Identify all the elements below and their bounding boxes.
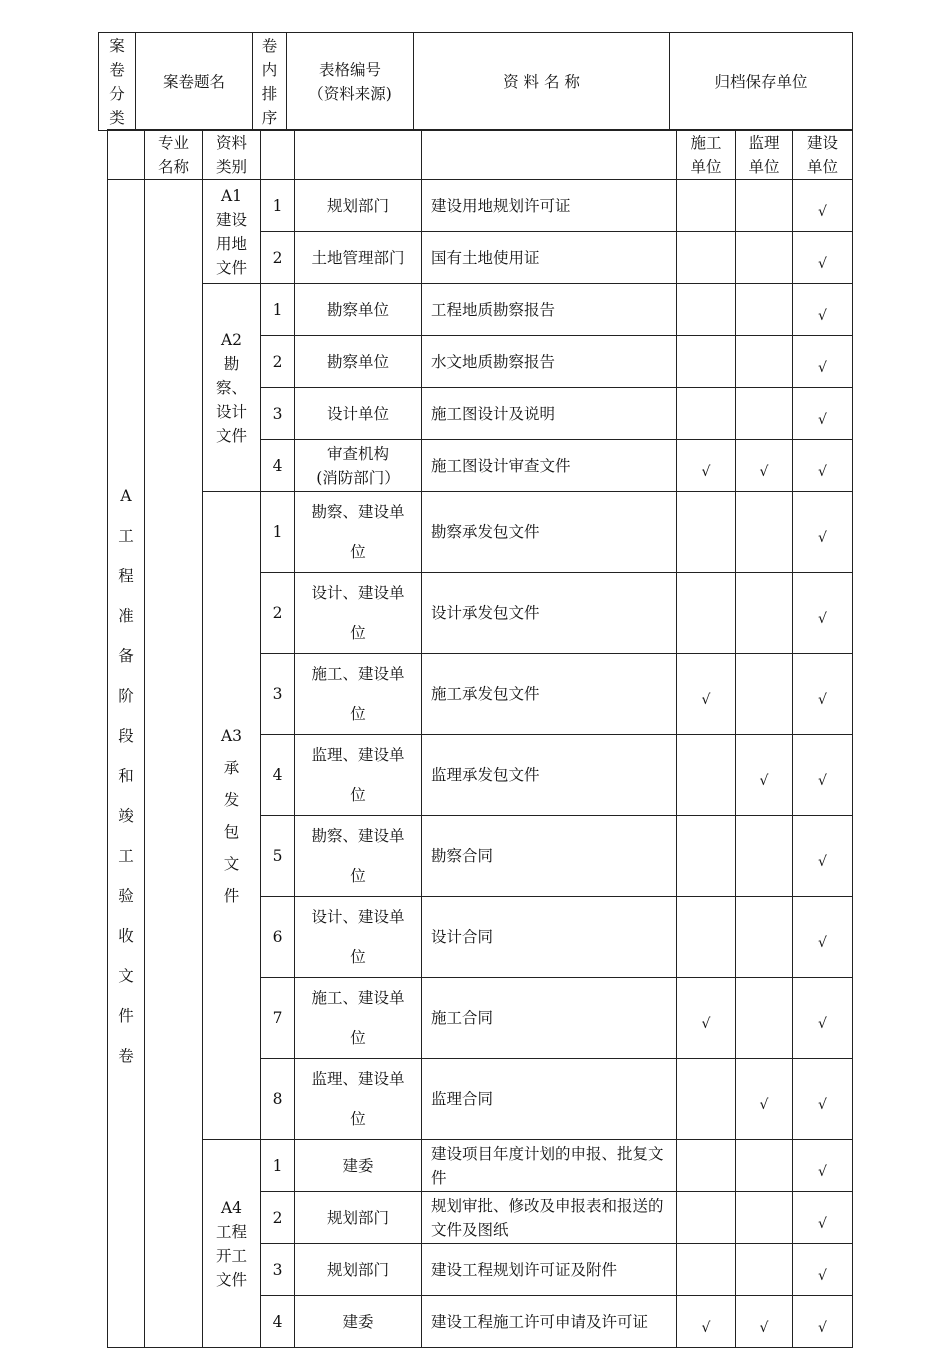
subheader-construction — [677, 130, 736, 180]
group-label-cell — [203, 492, 261, 1140]
group-label: A3 承 发 包 文 件 — [220, 727, 243, 905]
row-order-cell — [261, 1059, 295, 1140]
row-source: 勘察单位 — [326, 300, 389, 319]
row-doc-name: 设计承发包文件 — [431, 604, 540, 622]
check-mark: √ — [759, 1319, 769, 1336]
archive-check-cell — [677, 735, 736, 816]
archive-table — [107, 129, 853, 1348]
archive-check-cell — [677, 1059, 736, 1140]
row-order: 6 — [272, 928, 283, 946]
row-source-cell — [295, 1244, 422, 1296]
row-source-cell — [295, 1192, 422, 1244]
row-source: 监理、建设单 位 — [311, 746, 405, 804]
row-doc-name-cell — [422, 1059, 677, 1140]
row-source: 土地管理部门 — [311, 248, 405, 267]
archive-check-cell — [793, 897, 853, 978]
row-order: 4 — [272, 456, 283, 475]
archive-check-cell — [736, 573, 793, 654]
row-order: 8 — [272, 1090, 283, 1108]
archive-check-cell — [793, 978, 853, 1059]
check-mark: √ — [818, 411, 827, 428]
subheader-blank-form — [295, 130, 422, 180]
row-order-cell — [261, 388, 295, 440]
row-order-cell — [261, 1140, 295, 1192]
row-doc-name: 施工图设计审查文件 — [431, 456, 571, 475]
header-form-no-text: 表格编号 （资料来源) — [308, 60, 392, 103]
row-doc-name-cell — [422, 388, 677, 440]
subheader-owner-text: 建设 单位 — [806, 133, 838, 176]
row-order: 3 — [272, 685, 283, 703]
row-source-cell — [295, 654, 422, 735]
row-doc-name: 工程地质勘察报告 — [431, 300, 556, 319]
row-doc-name: 国有土地使用证 — [431, 248, 540, 267]
subheader-blank — [108, 130, 145, 180]
row-order-cell — [261, 978, 295, 1059]
check-mark: √ — [818, 1215, 827, 1232]
row-order: 1 — [272, 196, 283, 215]
row-order: 2 — [272, 352, 283, 371]
row-order-cell — [261, 440, 295, 492]
group-label: A2 勘 察、 设计 文件 — [215, 330, 247, 445]
row-source-cell — [295, 816, 422, 897]
row-source-cell — [295, 573, 422, 654]
check-mark: √ — [701, 1319, 711, 1336]
row-source: 设计、建设单 位 — [311, 584, 405, 642]
row-doc-name-cell — [422, 978, 677, 1059]
row-doc-name: 监理承发包文件 — [431, 766, 540, 784]
row-order-cell — [261, 180, 295, 232]
header-archive-text: 归档保存单位 — [714, 72, 808, 91]
check-mark: √ — [818, 935, 827, 951]
archive-header-table — [98, 32, 853, 131]
archive-check-cell — [793, 1059, 853, 1140]
row-order: 2 — [272, 248, 283, 267]
archive-check-cell — [677, 978, 736, 1059]
table-row — [108, 1140, 853, 1192]
row-doc-name: 建设工程规划许可证及附件 — [431, 1260, 618, 1279]
table-row — [108, 180, 853, 232]
row-source-cell — [295, 388, 422, 440]
check-mark: √ — [818, 1319, 827, 1336]
archive-check-cell — [736, 1192, 793, 1244]
archive-check-cell — [793, 735, 853, 816]
row-source-cell — [295, 284, 422, 336]
header-category — [99, 33, 136, 131]
row-doc-name-cell — [422, 816, 677, 897]
archive-check-cell — [677, 897, 736, 978]
row-doc-name: 施工图设计及说明 — [431, 404, 556, 423]
archive-check-cell — [793, 492, 853, 573]
archive-check-cell — [736, 284, 793, 336]
header-title — [136, 33, 253, 131]
archive-check-cell — [736, 232, 793, 284]
row-doc-name: 勘察合同 — [431, 847, 494, 865]
archive-check-cell — [736, 978, 793, 1059]
row-doc-name-cell — [422, 492, 677, 573]
row-source: 设计单位 — [326, 404, 389, 423]
row-order-cell — [261, 1244, 295, 1296]
row-source: 勘察、建设单 位 — [311, 503, 405, 561]
archive-check-cell — [736, 654, 793, 735]
check-mark: √ — [818, 359, 827, 376]
archive-check-cell — [677, 1140, 736, 1192]
group-label-cell — [203, 180, 261, 284]
row-source-cell — [295, 1140, 422, 1192]
row-order-cell — [261, 735, 295, 816]
row-source-cell — [295, 180, 422, 232]
archive-check-cell — [736, 1244, 793, 1296]
specialty-cell — [145, 180, 203, 1348]
archive-check-cell — [793, 573, 853, 654]
archive-check-cell — [793, 440, 853, 492]
row-source-cell — [295, 1059, 422, 1140]
row-source: 规划部门 — [326, 1260, 389, 1279]
archive-check-cell — [736, 1140, 793, 1192]
archive-check-cell — [677, 492, 736, 573]
archive-check-cell — [677, 1296, 736, 1348]
row-doc-name: 水文地质勘察报告 — [431, 352, 556, 371]
check-mark: √ — [818, 1097, 827, 1113]
group-label: A1 建设 用地 文件 — [215, 186, 247, 277]
row-doc-name: 建设用地规划许可证 — [431, 196, 571, 215]
row-doc-name-cell — [422, 897, 677, 978]
row-order: 5 — [272, 847, 283, 865]
archive-check-cell — [736, 388, 793, 440]
row-order: 3 — [272, 404, 283, 423]
archive-check-cell — [736, 735, 793, 816]
header-order-text: 卷 内 排 序 — [261, 36, 278, 127]
subheader-doc-type-text: 资料 类别 — [215, 133, 247, 176]
volume-label: A 工 程 准 备 阶 段 和 竣 工 验 收 文 件 卷 — [118, 487, 134, 1065]
row-order: 2 — [272, 604, 283, 622]
subheader-row — [108, 130, 853, 180]
row-doc-name: 建设项目年度计划的申报、批复文件 — [431, 1144, 664, 1187]
table-row — [108, 492, 853, 573]
archive-check-cell — [793, 336, 853, 388]
row-order-cell — [261, 897, 295, 978]
archive-check-cell — [736, 897, 793, 978]
subheader-owner — [793, 130, 853, 180]
archive-check-cell — [736, 440, 793, 492]
header-category-text: 案 卷 分 类 — [109, 36, 125, 127]
row-doc-name-cell — [422, 1296, 677, 1348]
row-source-cell — [295, 492, 422, 573]
check-mark: √ — [759, 463, 769, 480]
subheader-blank-name — [422, 130, 677, 180]
row-doc-name: 建设工程施工许可申请及许可证 — [431, 1312, 649, 1331]
check-mark: √ — [759, 1097, 769, 1113]
row-doc-name-cell — [422, 735, 677, 816]
row-doc-name-cell — [422, 336, 677, 388]
row-order-cell — [261, 336, 295, 388]
archive-check-cell — [793, 816, 853, 897]
group-label: A4 工程 开工 文件 — [215, 1198, 247, 1289]
row-source-cell — [295, 1296, 422, 1348]
row-order: 4 — [272, 766, 283, 784]
check-mark: √ — [818, 1016, 827, 1032]
row-order-cell — [261, 654, 295, 735]
header-title-text: 案卷题名 — [162, 72, 225, 91]
subheader-doc-type — [203, 130, 261, 180]
check-mark: √ — [818, 463, 827, 480]
row-order-cell — [261, 232, 295, 284]
group-label-cell — [203, 1140, 261, 1348]
row-source: 施工、建设单 位 — [311, 665, 405, 723]
archive-check-cell — [677, 1192, 736, 1244]
check-mark: √ — [701, 1016, 711, 1032]
check-mark: √ — [818, 307, 827, 324]
subheader-supervision-text: 监理 单位 — [748, 133, 780, 176]
row-source: 建委 — [342, 1312, 374, 1331]
row-order: 7 — [272, 1009, 283, 1027]
check-mark: √ — [818, 773, 827, 789]
archive-check-cell — [677, 284, 736, 336]
row-source: 建委 — [342, 1156, 374, 1175]
row-doc-name-cell — [422, 180, 677, 232]
table-row — [108, 284, 853, 336]
row-source-cell — [295, 735, 422, 816]
subheader-construction-text: 施工 单位 — [690, 133, 722, 176]
archive-check-cell — [793, 1296, 853, 1348]
row-doc-name-cell — [422, 1244, 677, 1296]
header-archive — [670, 33, 853, 131]
header-order — [253, 33, 287, 131]
row-doc-name: 设计合同 — [431, 928, 494, 946]
row-order: 1 — [272, 1156, 283, 1175]
row-source-cell — [295, 440, 422, 492]
check-mark: √ — [701, 692, 711, 708]
archive-check-cell — [793, 654, 853, 735]
subheader-specialty — [145, 130, 203, 180]
row-doc-name-cell — [422, 232, 677, 284]
archive-check-cell — [677, 573, 736, 654]
row-source: 设计、建设单 位 — [311, 908, 405, 966]
row-source: 勘察、建设单 位 — [311, 827, 405, 885]
row-doc-name-cell — [422, 1140, 677, 1192]
row-order-cell — [261, 492, 295, 573]
row-source: 监理、建设单 位 — [311, 1070, 405, 1128]
row-source: 规划部门 — [326, 196, 389, 215]
header-doc-name — [414, 33, 670, 131]
archive-check-cell — [736, 336, 793, 388]
row-doc-name-cell — [422, 284, 677, 336]
check-mark: √ — [759, 773, 769, 789]
row-order: 4 — [272, 1312, 283, 1331]
row-doc-name: 规划审批、修改及申报表和报送的文件及图纸 — [431, 1196, 664, 1239]
check-mark: √ — [818, 692, 827, 708]
archive-check-cell — [736, 816, 793, 897]
archive-check-cell — [677, 180, 736, 232]
archive-check-cell — [677, 1244, 736, 1296]
archive-check-cell — [793, 388, 853, 440]
archive-check-cell — [793, 1244, 853, 1296]
row-source-cell — [295, 232, 422, 284]
row-order: 2 — [272, 1208, 283, 1227]
archive-check-cell — [677, 816, 736, 897]
row-source-cell — [295, 336, 422, 388]
subheader-supervision — [736, 130, 793, 180]
check-mark: √ — [818, 203, 827, 220]
check-mark: √ — [818, 611, 827, 627]
row-source: 勘察单位 — [326, 352, 389, 371]
row-source: 施工、建设单 位 — [311, 989, 405, 1047]
archive-check-cell — [793, 1192, 853, 1244]
row-doc-name-cell — [422, 1192, 677, 1244]
row-order: 1 — [272, 300, 283, 319]
archive-check-cell — [677, 336, 736, 388]
archive-check-cell — [736, 180, 793, 232]
row-source: 审查机构 (消防部门） — [316, 444, 400, 487]
check-mark: √ — [818, 1163, 827, 1180]
row-doc-name: 勘察承发包文件 — [431, 523, 540, 541]
archive-check-cell — [677, 232, 736, 284]
archive-check-cell — [793, 232, 853, 284]
header-doc-name-text: 资 料 名 称 — [503, 72, 580, 91]
subheader-blank-order — [261, 130, 295, 180]
archive-check-cell — [793, 1140, 853, 1192]
row-order-cell — [261, 284, 295, 336]
row-doc-name: 监理合同 — [431, 1090, 494, 1108]
check-mark: √ — [818, 854, 827, 870]
row-doc-name: 施工合同 — [431, 1009, 494, 1027]
archive-check-cell — [736, 492, 793, 573]
subheader-specialty-text: 专业 名称 — [157, 133, 189, 176]
row-order-cell — [261, 573, 295, 654]
row-order-cell — [261, 1192, 295, 1244]
row-doc-name-cell — [422, 654, 677, 735]
group-label-cell — [203, 284, 261, 492]
row-doc-name-cell — [422, 440, 677, 492]
row-source-cell — [295, 897, 422, 978]
check-mark: √ — [818, 255, 827, 272]
row-order-cell — [261, 1296, 295, 1348]
archive-check-cell — [677, 654, 736, 735]
archive-check-cell — [677, 440, 736, 492]
row-order: 1 — [272, 523, 283, 541]
row-doc-name-cell — [422, 573, 677, 654]
row-source: 规划部门 — [326, 1208, 389, 1227]
row-order-cell — [261, 816, 295, 897]
check-mark: √ — [701, 463, 711, 480]
row-doc-name: 施工承发包文件 — [431, 685, 540, 703]
archive-check-cell — [677, 388, 736, 440]
archive-check-cell — [736, 1296, 793, 1348]
archive-check-cell — [793, 180, 853, 232]
archive-check-cell — [793, 284, 853, 336]
row-source-cell — [295, 978, 422, 1059]
check-mark: √ — [818, 530, 827, 546]
check-mark: √ — [818, 1267, 827, 1284]
archive-check-cell — [736, 1059, 793, 1140]
header-form-no — [287, 33, 414, 131]
row-order: 3 — [272, 1260, 283, 1279]
volume-label-cell — [108, 180, 145, 1348]
